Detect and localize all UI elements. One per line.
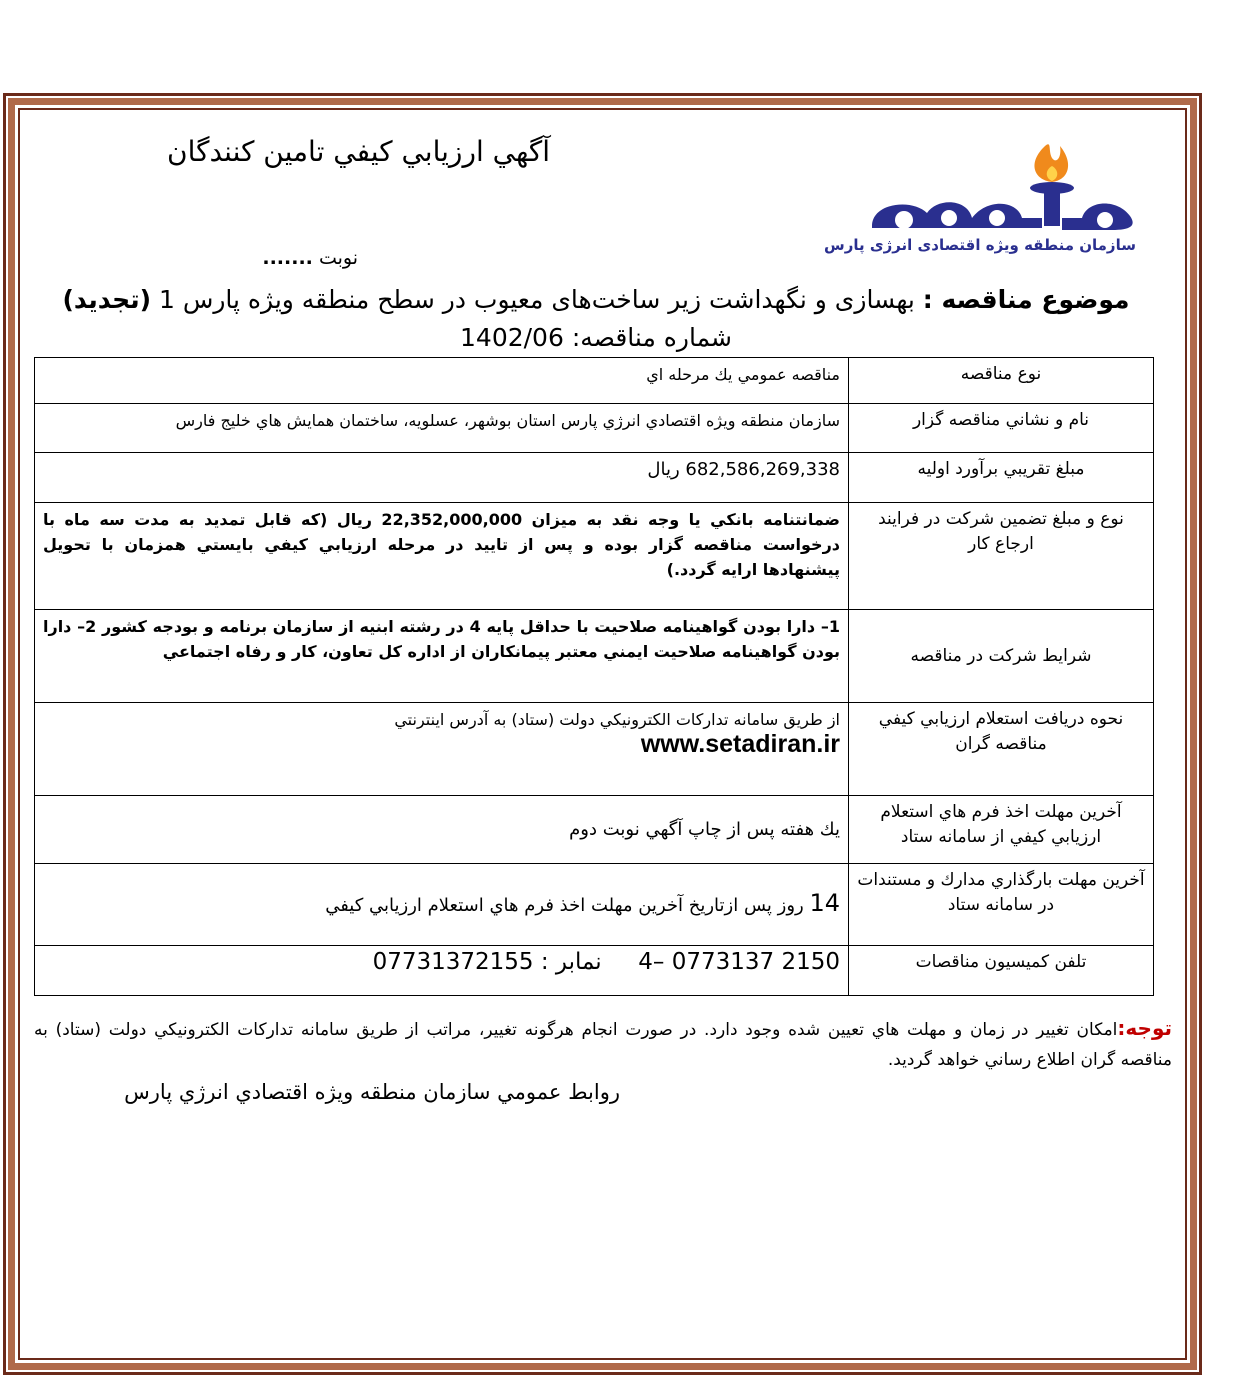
setad-link[interactable]: www.setadiran.ir bbox=[640, 730, 840, 758]
row-value bbox=[35, 864, 849, 946]
row-label: مبلغ تقريبي برآورد اوليه bbox=[849, 453, 1154, 503]
row-value: يك هفته پس از چاپ آگهي نوبت دوم bbox=[35, 796, 849, 864]
row-label: نوع مناقصه bbox=[849, 358, 1154, 404]
deadline-days: 14 bbox=[809, 889, 840, 917]
table-row bbox=[35, 404, 1154, 453]
fax-label: نمابر : bbox=[540, 949, 602, 975]
table-row bbox=[35, 503, 1154, 610]
tender-details-table bbox=[34, 357, 1154, 996]
row-value: ضمانتنامه بانكي يا وجه نقد به ميزان 22,352,000,000 ريال (كه قابل تمديد به مدت سه ماه با درخواست مناقصه گزار بوده و پس از تاييد در مرحله ارزيابي كيفي بايستي همزمان با تحويل پيشنهادها ارايه گردد.) bbox=[35, 503, 849, 610]
row-label: نام و نشاني مناقصه گزار bbox=[849, 404, 1154, 453]
phone-numbers: 4– 0773137 2150 bbox=[638, 949, 840, 975]
table-row bbox=[35, 610, 1154, 703]
setad-instructions: از طريق سامانه تداركات الكترونيكي دولت (ستاد) به آدرس اينترنتي bbox=[394, 710, 840, 729]
table-row bbox=[35, 453, 1154, 503]
signature: روابط عمومي سازمان منطقه ويژه اقتصادي انرژي پارس bbox=[124, 1080, 620, 1104]
table-row bbox=[35, 703, 1154, 796]
row-label: شرايط شركت در مناقصه bbox=[849, 610, 1154, 703]
note-label: توجه: bbox=[1117, 1016, 1172, 1040]
row-value bbox=[35, 946, 849, 996]
row-value bbox=[35, 703, 849, 796]
round-label: نوبت bbox=[318, 247, 358, 269]
row-value: 1– دارا بودن گواهينامه صلاحيت با حداقل پايه 4 در رشته ابنيه از سازمان برنامه و بودجه كشور 2– دارا بودن گواهينامه صلاحيت ايمني معتبر پيمانكاران از اداره كل تعاون، كار و رفاه اجتماعي bbox=[35, 610, 849, 703]
row-label: نوع و مبلغ تضمين شركت در فرايند ارجاع كار bbox=[849, 503, 1154, 610]
deadline-text: روز پس ازتاريخ آخرين مهلت اخذ فرم هاي استعلام ارزيابي كيفي bbox=[325, 895, 804, 916]
note-text: امكان تغيير در زمان و مهلت هاي تعيين شده وجود دارد. در صورت انجام هرگونه تغيير، مراتب از طريق سامانه تداركات الكترونيكي دولت (ستاد) به مناقصه گران اطلاع رساني خواهد گرديد. bbox=[34, 1020, 1172, 1070]
fax-number: 07731372155 bbox=[372, 949, 534, 975]
subject-renewal: (تجدید) bbox=[62, 285, 152, 314]
row-value: سازمان منطقه ويژه اقتصادي انرژي پارس استان بوشهر، عسلويه، ساختمان همايش هاي خليج فارس bbox=[35, 404, 849, 453]
table-row bbox=[35, 946, 1154, 996]
tender-subject bbox=[40, 281, 1152, 357]
row-value: 682,586,269,338 ريال bbox=[35, 453, 849, 503]
row-label: آخرين مهلت بارگذاري مدارك و مستندات در سامانه ستاد bbox=[849, 864, 1154, 946]
round-value: ....... bbox=[262, 247, 313, 269]
round-indicator bbox=[238, 247, 358, 269]
row-label: تلفن كميسيون مناقصات bbox=[849, 946, 1154, 996]
page-title: آگهي ارزيابي كيفي تامين كنندگان bbox=[167, 135, 550, 168]
row-value: مناقصه عمومي يك مرحله اي bbox=[35, 358, 849, 404]
subject-prefix: موضوع مناقصه : bbox=[922, 285, 1130, 314]
subject-number-label: شماره مناقصه: bbox=[571, 323, 732, 352]
subject-text: بهسازی و نگهداشت زیر ساخت‌های معیوب در سطح منطقه ویژه پارس 1 bbox=[158, 285, 915, 314]
table-row bbox=[35, 358, 1154, 404]
row-label: نحوه دريافت استعلام ارزيابي كيفي مناقصه گران bbox=[849, 703, 1154, 796]
row-label: آخرين مهلت اخذ فرم هاي استعلام ارزيابي كيفي از سامانه ستاد bbox=[849, 796, 1154, 864]
table-row bbox=[35, 864, 1154, 946]
logo-caption: سازمان منطقه ویژه اقتصادی انرژی پارس bbox=[824, 236, 1136, 254]
note-paragraph bbox=[34, 1013, 1172, 1075]
table-row bbox=[35, 796, 1154, 864]
subject-number: 1402/06 bbox=[460, 323, 564, 352]
